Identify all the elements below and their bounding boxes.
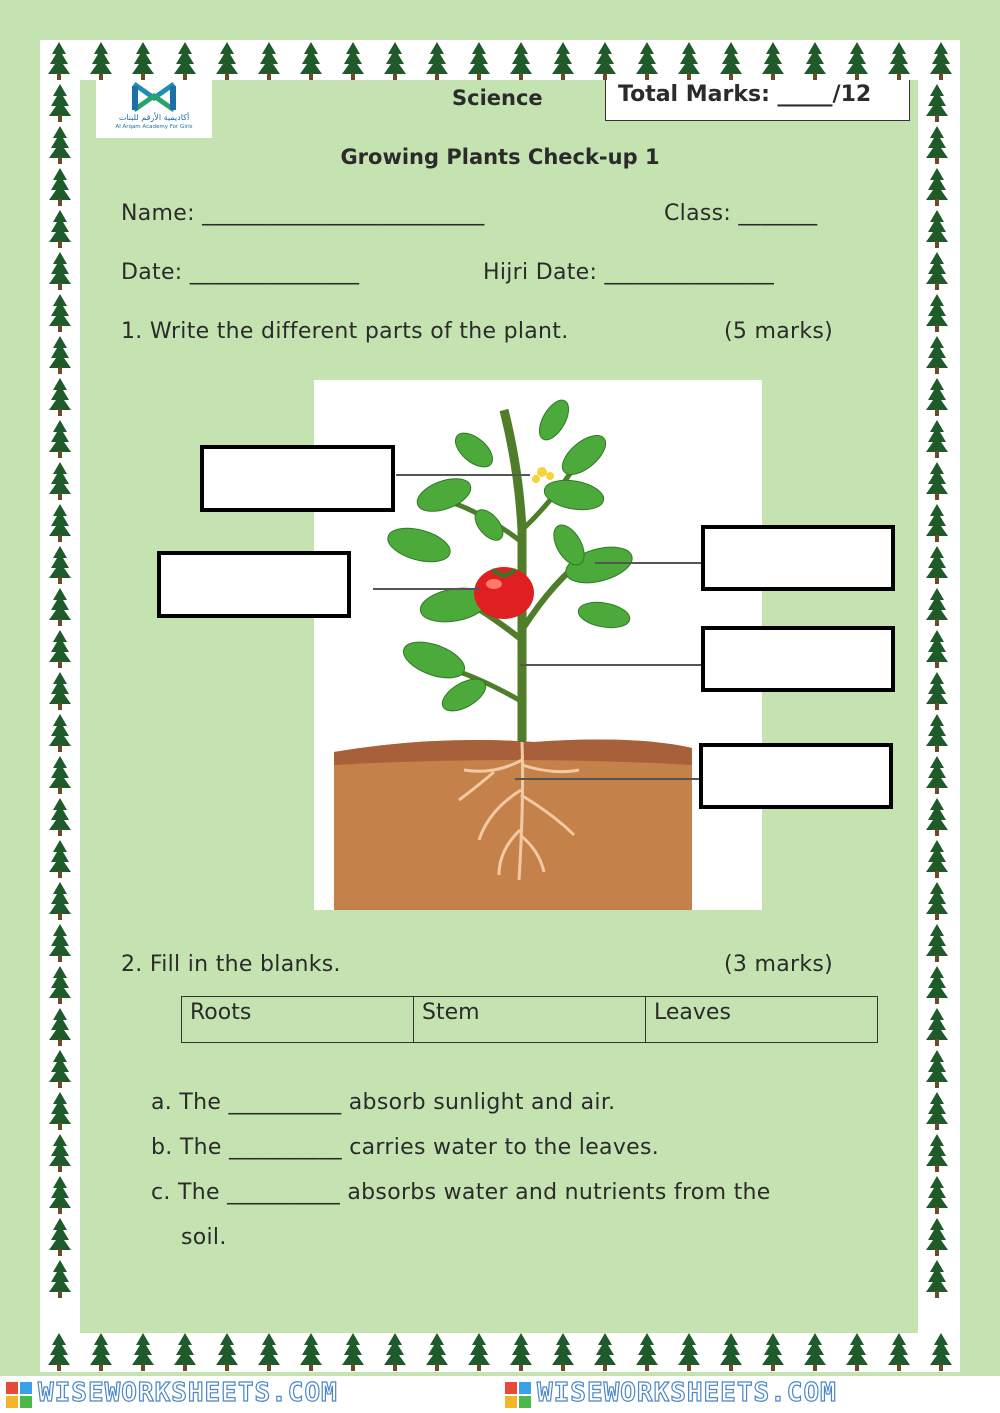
total-marks-label: Total Marks: _____/12 [618,82,872,107]
logo-text-en: Al Arqam Academy For Girls [115,124,193,130]
question1-text: 1. Write the different parts of the plant. [121,319,569,344]
watermark-text-2: WISEWORKSHEETS.COM [537,1378,837,1408]
fruit-answer-box[interactable] [157,551,351,618]
stem-answer-box[interactable] [701,626,895,692]
question2-text: 2. Fill in the blanks. [121,952,341,977]
date-field[interactable]: Date: _______________ [121,260,360,285]
question1-marks: (5 marks) [724,319,834,344]
worksheet-title: Growing Plants Check-up 1 [340,145,660,169]
subject-heading: Science [452,86,543,110]
word-bank-roots: Roots [182,997,414,1043]
sentence-b[interactable]: b. The __________ carries water to the leaves. [151,1135,660,1160]
question2-marks: (3 marks) [724,952,834,977]
hijri-date-field[interactable]: Hijri Date: _______________ [483,260,775,285]
watermark-text-1: WISEWORKSHEETS.COM [38,1378,338,1408]
wiseworksheets-logo-icon-2 [505,1382,531,1408]
sentence-c[interactable]: c. The __________ absorbs water and nutrients from the [151,1180,771,1205]
footer-watermark-bar [0,1376,1000,1413]
wiseworksheets-logo-icon [6,1382,32,1408]
sentence-c-continued: soil. [181,1225,227,1250]
sentence-a[interactable]: a. The __________ absorb sunlight and air. [151,1090,616,1115]
class-field[interactable]: Class: _______ [664,201,818,226]
root-answer-box[interactable] [699,743,893,809]
name-field[interactable]: Name: _________________________ [121,201,485,226]
logo-text-ar: أكاديمية الأرقم للبنات [118,113,190,122]
word-bank-leaves: Leaves [646,997,878,1043]
flower-answer-box[interactable] [200,445,395,512]
word-bank-table [181,996,878,1043]
leaf-answer-box[interactable] [701,525,895,591]
word-bank-stem: Stem [414,997,646,1043]
